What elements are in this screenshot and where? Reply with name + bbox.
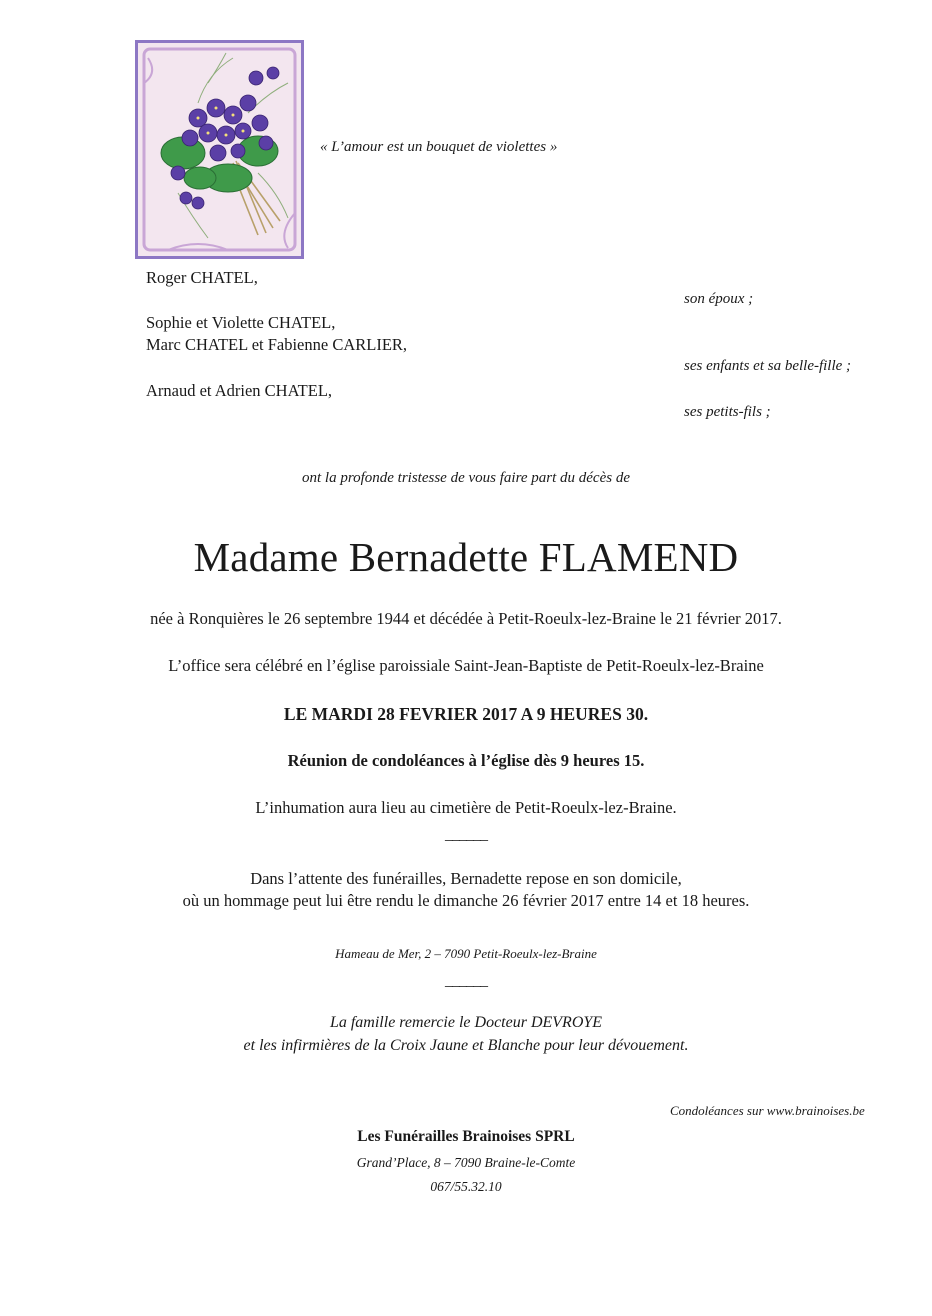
birth-death-text: née à Ronquières le 26 septembre 1944 et décédée à Petit-Roeulx-lez-Braine le 21 février 2017. <box>150 609 782 628</box>
service-date: LE MARDI 28 FEVRIER 2017 A 9 HEURES 30. <box>283 704 649 724</box>
family-name: Roger CHATEL, <box>146 268 258 287</box>
thanks-text: et les infirmières de la Croix Jaune et Blanche pour leur dévouement. <box>243 1037 689 1054</box>
deceased-name: Madame Bernadette FLAMEND <box>193 534 739 580</box>
family-name: Arnaud et Adrien CHATEL, <box>146 381 333 400</box>
violet-bouquet-icon <box>138 43 301 256</box>
service-text: L’office sera célébré en l’église paroissiale Saint-Jean-Baptiste de Petit-Roeulx-lez-Braine <box>168 656 764 675</box>
funeral-home-phone: 067/55.32.10 <box>430 1179 502 1194</box>
online-condolences: Condoléances sur www.brainoises.be <box>670 1103 865 1118</box>
family-name: Sophie et Violette CHATEL, <box>146 313 336 332</box>
funeral-home-name: Les Funérailles Brainoises SPRL <box>357 1128 575 1145</box>
home-address: Hameau de Mer, 2 – 7090 Petit-Roeulx-lez-Braine <box>335 946 597 961</box>
burial-text: L’inhumation aura lieu au cimetière de Petit-Roeulx-lez-Braine. <box>255 798 677 817</box>
violet-bouquet-picture <box>135 40 304 259</box>
epigraph-quote: « L’amour est un bouquet de violettes » <box>320 139 558 155</box>
condolences-meeting: Réunion de condoléances à l’église dès 9 heures 15. <box>287 751 645 770</box>
separator: ______ <box>445 826 487 843</box>
family-relation: ses enfants et sa belle-fille ; <box>684 358 852 374</box>
thanks-text: La famille remercie le Docteur DEVROYE <box>329 1014 603 1031</box>
family-relation: son époux ; <box>684 291 754 307</box>
separator: ______ <box>445 972 487 989</box>
visitation-text: où un hommage peut lui être rendu le dimanche 26 février 2017 entre 14 et 18 heures. <box>182 891 750 910</box>
intro-text: ont la profonde tristesse de vous faire part du décès de <box>301 470 630 486</box>
family-relation: ses petits-fils ; <box>684 404 771 420</box>
family-name: Marc CHATEL et Fabienne CARLIER, <box>146 335 408 354</box>
funeral-home-address: Grand’Place, 8 – 7090 Braine-le-Comte <box>356 1155 576 1170</box>
visitation-text: Dans l’attente des funérailles, Bernadette repose en son domicile, <box>250 869 682 888</box>
